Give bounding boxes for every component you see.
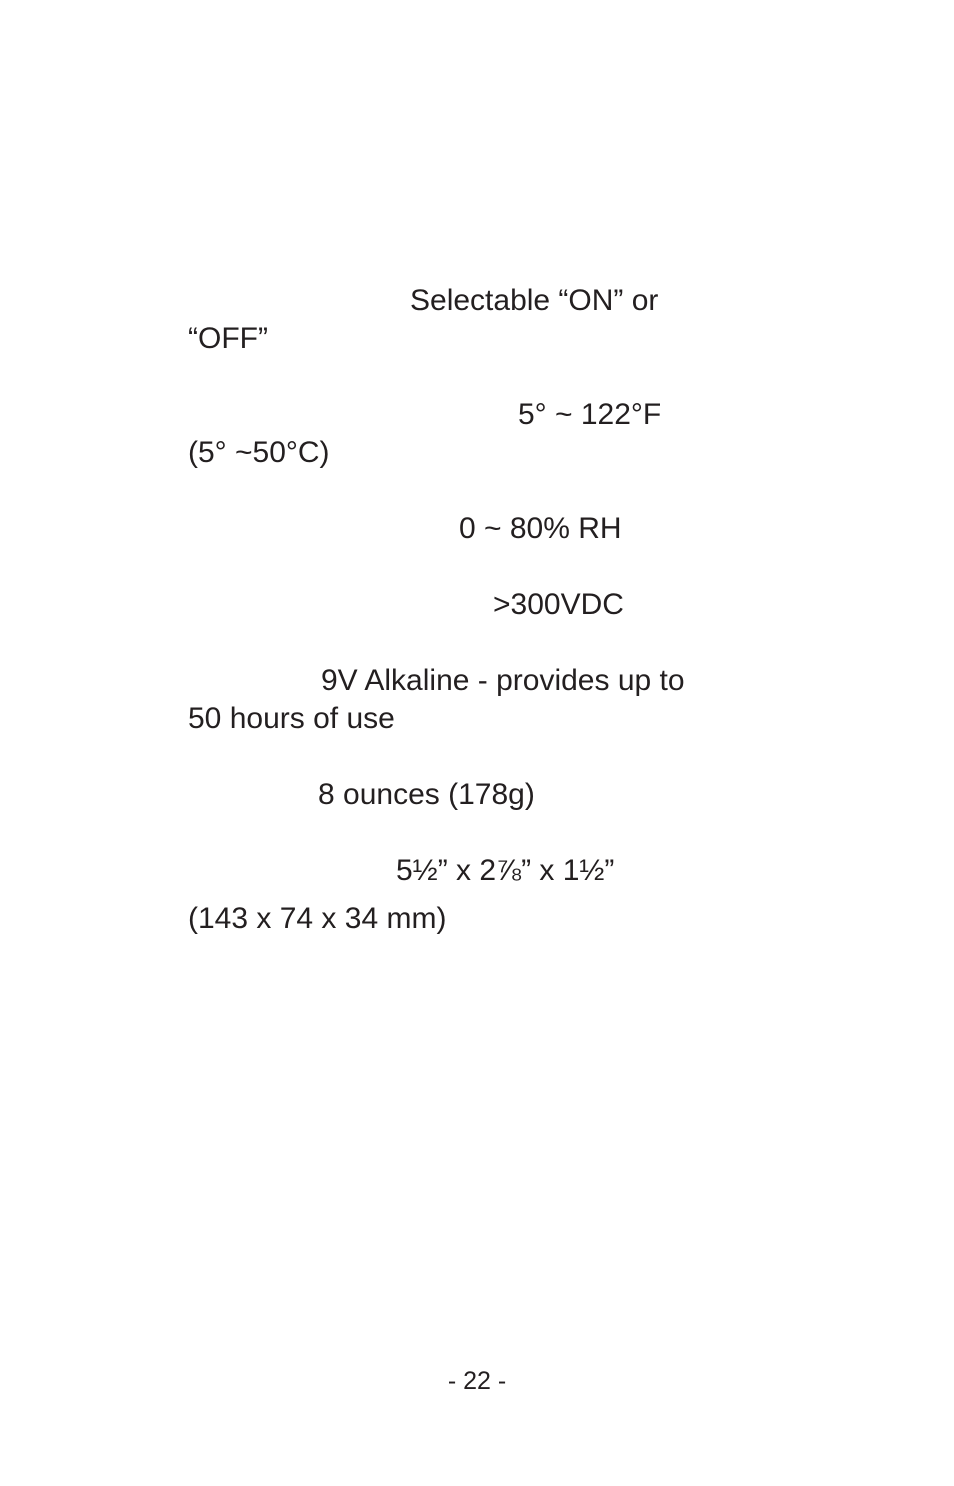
spec-value: >300VDC (493, 588, 624, 621)
spec-operating-humidity (188, 510, 748, 548)
spec-operating-temperature (188, 396, 748, 472)
spec-auto-power-off (188, 282, 748, 358)
spec-value-continued: (143 x 74 x 34 mm) (188, 902, 447, 935)
spec-weight (188, 776, 748, 814)
spec-battery (188, 662, 748, 738)
page-number: - 22 - (447, 1367, 507, 1395)
spec-overload-protection (188, 586, 748, 624)
spec-dimensions (188, 852, 748, 938)
spec-value-continued: 50 hours of use (188, 702, 395, 735)
spec-value: 5° ~ 122°F (518, 398, 662, 431)
spec-value: Selectable “ON” or (410, 284, 659, 317)
spec-value: 8 ounces (178g) (318, 778, 535, 811)
spec-value-continued: “OFF” (188, 322, 268, 355)
spec-value: 9V Alkaline - provides up to (321, 664, 685, 697)
spec-value-continued: (5° ~50°C) (188, 436, 330, 469)
spec-value: 0 ~ 80% RH (459, 512, 622, 545)
spec-value: 5½” x 2⅞” x 1½” (396, 854, 615, 887)
